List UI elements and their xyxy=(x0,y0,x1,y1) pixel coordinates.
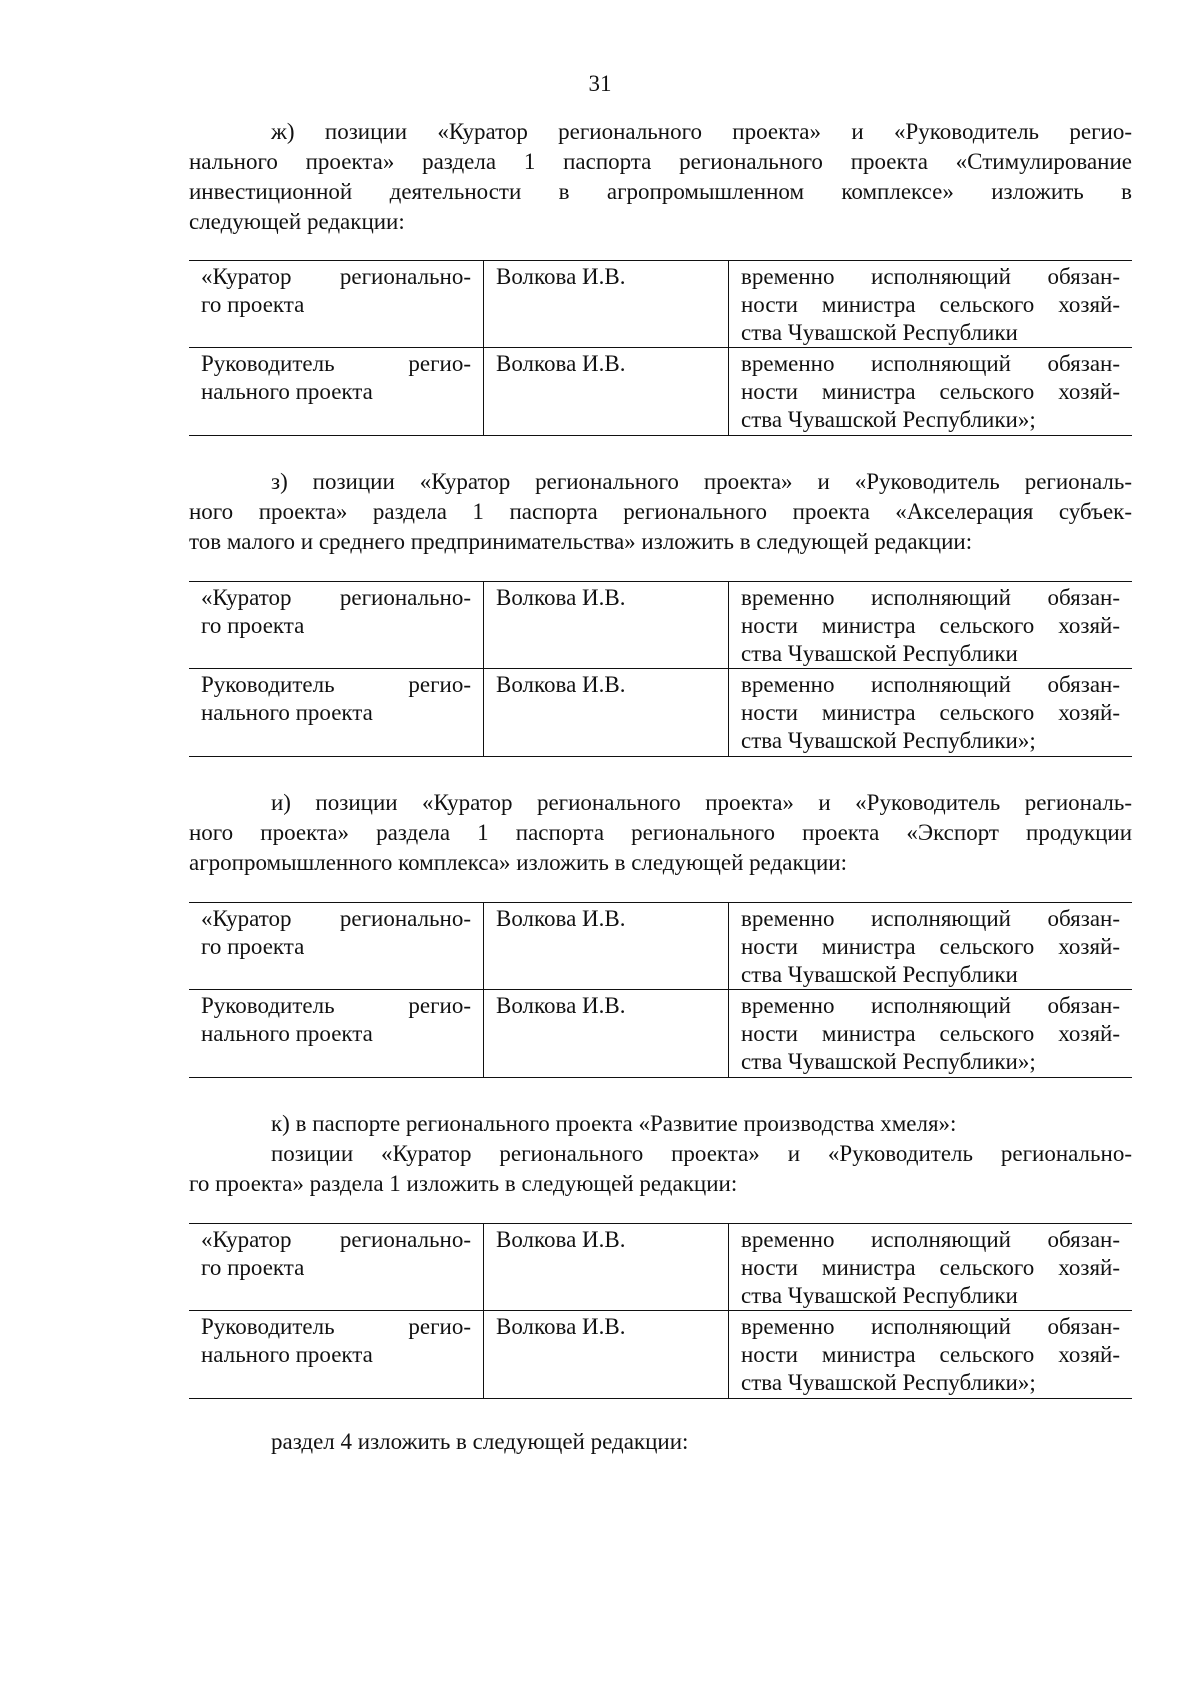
paragraph-zh xyxy=(189,117,1132,237)
name-cell xyxy=(484,261,729,347)
paragraph-line: нального проекта» раздела 1 паспорта регионального проекта «Стимулирование xyxy=(189,149,1132,174)
paragraph-line: раздел 4 изложить в следующей редакции: xyxy=(271,1429,689,1454)
role-cell xyxy=(189,1311,484,1398)
name-cell xyxy=(484,1224,729,1310)
position-cell xyxy=(729,669,1132,756)
role-cell xyxy=(189,261,484,347)
role-text: го проекта xyxy=(201,292,305,317)
role-text: го проекта xyxy=(201,613,305,638)
name-cell xyxy=(484,669,729,756)
role-cell xyxy=(189,903,484,989)
page-number: 31 xyxy=(588,71,612,96)
position-text: ности министра сельского хозяй- xyxy=(741,1255,1120,1280)
position-text: временно исполняющий обязан- xyxy=(741,993,1120,1018)
paragraph-i xyxy=(189,788,1132,878)
paragraph-line: ного проекта» раздела 1 паспорта регионального проекта «Акселерация субъек- xyxy=(189,499,1132,524)
name-text: Волкова И.В. xyxy=(496,264,626,289)
position-text: ства Чувашской Республики xyxy=(741,320,1018,345)
paragraph-k xyxy=(189,1109,1132,1199)
paragraph-line: к) в паспорте регионального проекта «Развитие производства хмеля»: xyxy=(271,1111,957,1136)
table-row-curator xyxy=(189,902,1132,990)
position-text: ства Чувашской Республики»; xyxy=(741,728,1036,753)
paragraph-line: следующей редакции: xyxy=(189,209,405,234)
position-cell xyxy=(729,1311,1132,1398)
role-cell xyxy=(189,582,484,668)
name-text: Волкова И.В. xyxy=(496,1227,626,1252)
position-text: ности министра сельского хозяй- xyxy=(741,379,1120,404)
name-text: Волкова И.В. xyxy=(496,1314,626,1339)
position-text: временно исполняющий обязан- xyxy=(741,264,1120,289)
position-cell xyxy=(729,348,1132,435)
table-z xyxy=(189,581,1132,757)
name-cell xyxy=(484,990,729,1077)
role-text: «Куратор регионально- xyxy=(201,585,471,610)
position-text: ства Чувашской Республики»; xyxy=(741,1049,1036,1074)
table-row-curator xyxy=(189,1223,1132,1311)
name-cell xyxy=(484,348,729,435)
table-row-head xyxy=(189,1311,1132,1399)
role-text: Руководитель регио- xyxy=(201,993,471,1018)
paragraph-line: позиции «Куратор регионального проекта» и «Руководитель регионально- xyxy=(271,1141,1132,1166)
name-text: Волкова И.В. xyxy=(496,993,626,1018)
name-cell xyxy=(484,582,729,668)
paragraph-line: и) позиции «Куратор регионального проекта» и «Руководитель региональ- xyxy=(271,790,1132,815)
position-text: ства Чувашской Республики»; xyxy=(741,1370,1036,1395)
position-text: ности министра сельского хозяй- xyxy=(741,1342,1120,1367)
table-row-curator xyxy=(189,260,1132,348)
role-cell xyxy=(189,669,484,756)
paragraph-line: агропромышленного комплекса» изложить в следующей редакции: xyxy=(189,850,847,875)
table-row-head xyxy=(189,990,1132,1078)
role-cell xyxy=(189,1224,484,1310)
name-text: Волкова И.В. xyxy=(496,672,626,697)
paragraph-z xyxy=(189,467,1132,557)
name-text: Волкова И.В. xyxy=(496,585,626,610)
paragraph-line: ж) позиции «Куратор регионального проекта» и «Руководитель регио- xyxy=(271,119,1132,144)
role-text: го проекта xyxy=(201,1255,305,1280)
table-row-head xyxy=(189,348,1132,436)
position-text: ства Чувашской Республики xyxy=(741,641,1018,666)
role-text: Руководитель регио- xyxy=(201,672,471,697)
position-text: ства Чувашской Республики»; xyxy=(741,407,1036,432)
name-text: Волкова И.В. xyxy=(496,351,626,376)
paragraph-line: ного проекта» раздела 1 паспорта регионального проекта «Экспорт продукции xyxy=(189,820,1132,845)
role-text: «Куратор регионально- xyxy=(201,1227,471,1252)
role-cell xyxy=(189,348,484,435)
position-text: временно исполняющий обязан- xyxy=(741,672,1120,697)
position-cell xyxy=(729,903,1132,989)
paragraph-line: го проекта» раздела 1 изложить в следующей редакции: xyxy=(189,1171,738,1196)
position-text: ности министра сельского хозяй- xyxy=(741,292,1120,317)
table-zh xyxy=(189,260,1132,436)
table-row-head xyxy=(189,669,1132,757)
role-text: нального проекта xyxy=(201,1021,373,1046)
position-text: ности министра сельского хозяй- xyxy=(741,1021,1120,1046)
position-text: временно исполняющий обязан- xyxy=(741,1227,1120,1252)
position-cell xyxy=(729,1224,1132,1310)
role-text: Руководитель регио- xyxy=(201,1314,471,1339)
paragraph-line: инвестиционной деятельности в агропромышленном комплексе» изложить в xyxy=(189,179,1132,204)
position-text: ства Чувашской Республики xyxy=(741,962,1018,987)
paragraph-line: з) позиции «Куратор регионального проекта» и «Руководитель региональ- xyxy=(271,469,1132,494)
position-text: временно исполняющий обязан- xyxy=(741,906,1120,931)
table-i xyxy=(189,902,1132,1078)
role-text: нального проекта xyxy=(201,1342,373,1367)
role-text: «Куратор регионально- xyxy=(201,906,471,931)
closing-paragraph xyxy=(189,1427,1132,1457)
role-text: Руководитель регио- xyxy=(201,351,471,376)
position-text: ства Чувашской Республики xyxy=(741,1283,1018,1308)
position-text: временно исполняющий обязан- xyxy=(741,585,1120,610)
position-cell xyxy=(729,582,1132,668)
role-text: го проекта xyxy=(201,934,305,959)
table-row-curator xyxy=(189,581,1132,669)
position-text: ности министра сельского хозяй- xyxy=(741,934,1120,959)
table-k xyxy=(189,1223,1132,1399)
position-text: временно исполняющий обязан- xyxy=(741,1314,1120,1339)
paragraph-line: тов малого и среднего предпринимательства» изложить в следующей редакции: xyxy=(189,529,973,554)
role-cell xyxy=(189,990,484,1077)
position-text: временно исполняющий обязан- xyxy=(741,351,1120,376)
name-cell xyxy=(484,903,729,989)
position-cell xyxy=(729,990,1132,1077)
role-text: нального проекта xyxy=(201,379,373,404)
role-text: нального проекта xyxy=(201,700,373,725)
name-text: Волкова И.В. xyxy=(496,906,626,931)
position-cell xyxy=(729,261,1132,347)
position-text: ности министра сельского хозяй- xyxy=(741,700,1120,725)
position-text: ности министра сельского хозяй- xyxy=(741,613,1120,638)
name-cell xyxy=(484,1311,729,1398)
role-text: «Куратор регионально- xyxy=(201,264,471,289)
